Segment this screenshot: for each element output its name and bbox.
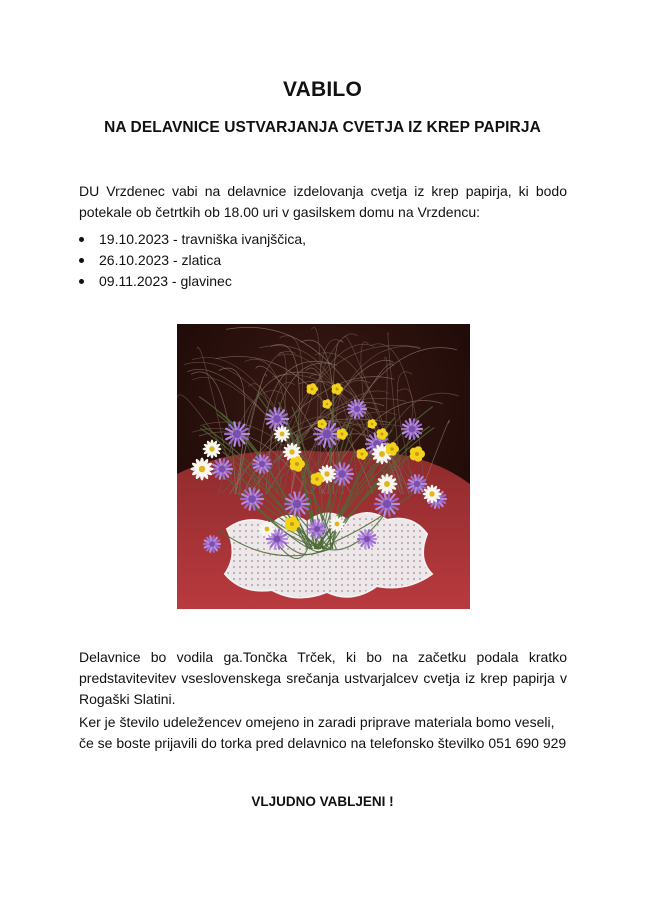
document-title: VABILO — [283, 78, 362, 101]
workshop-date-2: 26.10.2023 - zlatica — [99, 252, 222, 268]
signup-paragraph: Ker je število udeležencev omejeno in zaradi priprave materiala bomo veseli, če se boste prijavili do torka pred delavnico na telefonsko številko 051 690 929 — [79, 714, 567, 751]
workshop-date-1: 19.10.2023 - travniška ivanjščica, — [99, 231, 306, 247]
workshop-list — [79, 229, 306, 292]
bullet-icon — [79, 258, 84, 263]
leader-paragraph: Delavnice bo vodila ga.Tončka Trček, ki bo na začetku podala kratko predstavitevitev vseslovenskega srečanja ustvarjalcev cvetja iz krep papirja v Rogaški Slatini. — [79, 649, 567, 707]
intro-paragraph: DU Vrzdenec vabi na delavnice izdelovanja cvetja iz krep papirja, ki bodo potekale ob četrtkih ob 18.00 uri v gasilskem domu na Vrzdencu: — [79, 183, 567, 220]
lace-doily — [225, 513, 432, 598]
flower-bouquet-photo — [177, 324, 470, 609]
flower-bouquet-illustration — [177, 324, 470, 609]
list-item — [79, 271, 306, 292]
workshop-date-3: 09.11.2023 - glavinec — [99, 273, 232, 289]
bullet-icon — [79, 279, 84, 284]
list-item — [79, 229, 306, 250]
bullet-icon — [79, 237, 84, 242]
document-subtitle: NA DELAVNICE USTVARJANJA CVETJA IZ KREP PAPIRJA — [104, 119, 541, 136]
closing-text: VLJUDNO VABLJENI ! — [251, 794, 394, 809]
list-item — [79, 250, 306, 271]
